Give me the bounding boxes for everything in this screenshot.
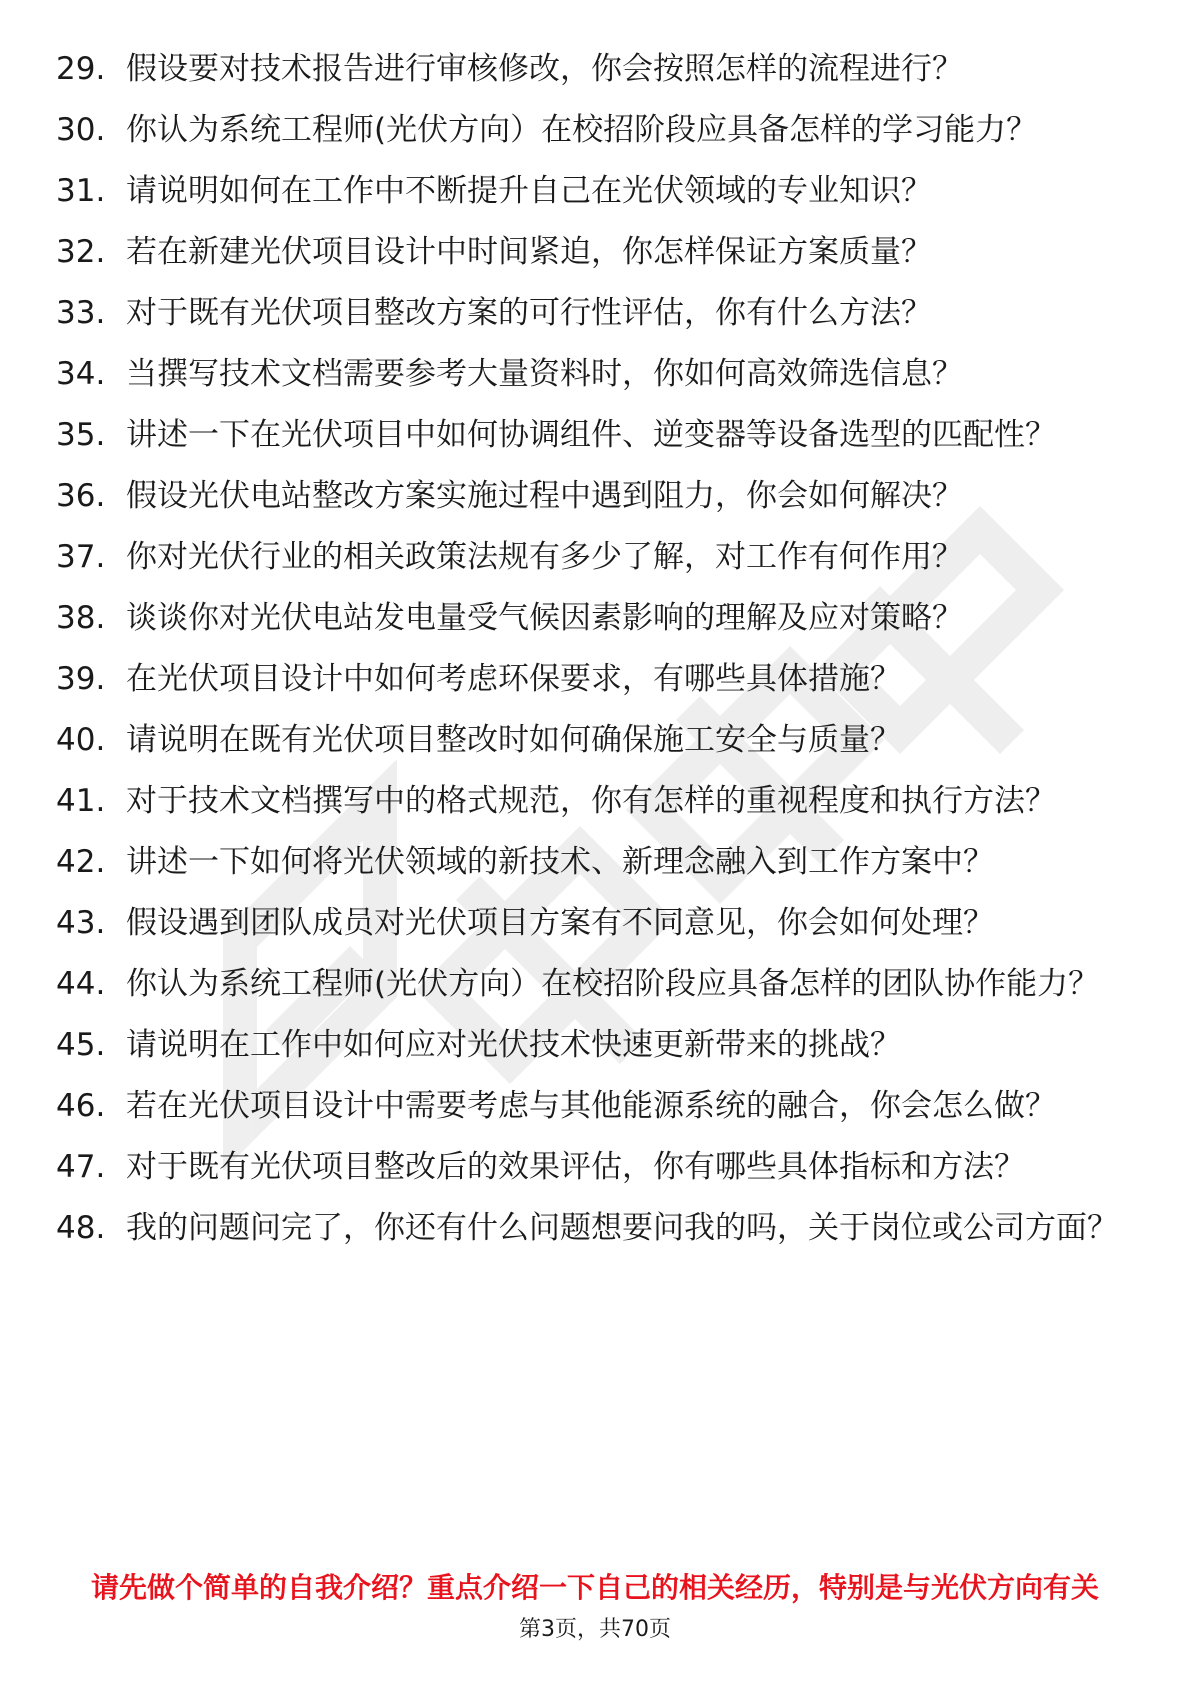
question-item — [56, 963, 1136, 1005]
question-number: 43. — [56, 905, 106, 941]
question-text: 请说明在工作中如何应对光伏技术快速更新带来的挑战？ — [126, 1027, 901, 1063]
question-item — [56, 841, 1136, 883]
question-number: 31. — [56, 173, 106, 209]
question-item — [56, 475, 1136, 517]
question-text: 请说明如何在工作中不断提升自己在光伏领域的专业知识？ — [126, 173, 932, 209]
question-number: 48. — [56, 1210, 106, 1246]
question-item — [56, 658, 1136, 700]
question-text: 你认为系统工程师(光伏方向）在校招阶段应具备怎样的团队协作能力？ — [126, 966, 1100, 1002]
question-number: 33. — [56, 295, 106, 331]
question-item — [56, 170, 1136, 212]
question-item — [56, 353, 1136, 395]
question-item — [56, 292, 1136, 334]
question-item — [56, 1146, 1136, 1188]
question-number: 41. — [56, 783, 106, 819]
question-number: 32. — [56, 234, 106, 270]
question-number: 46. — [56, 1088, 106, 1124]
question-list — [56, 48, 1136, 1268]
question-text: 你对光伏行业的相关政策法规有多少了解，对工作有何作用？ — [126, 539, 963, 575]
question-text: 在光伏项目设计中如何考虑环保要求，有哪些具体措施？ — [126, 661, 901, 697]
question-text: 谈谈你对光伏电站发电量受气候因素影响的理解及应对策略？ — [126, 600, 963, 636]
question-item — [56, 719, 1136, 761]
question-number: 39. — [56, 661, 106, 697]
question-text: 讲述一下在光伏项目中如何协调组件、逆变器等设备选型的匹配性？ — [126, 417, 1056, 453]
question-number: 44. — [56, 966, 106, 1002]
question-number: 35. — [56, 417, 106, 453]
question-text: 我的问题问完了，你还有什么问题想要问我的吗，关于岗位或公司方面？ — [126, 1210, 1118, 1246]
question-item — [56, 902, 1136, 944]
question-item — [56, 231, 1136, 273]
question-text: 假设要对技术报告进行审核修改，你会按照怎样的流程进行？ — [126, 51, 963, 87]
question-number: 30. — [56, 112, 106, 148]
question-item — [56, 414, 1136, 456]
question-text: 对于既有光伏项目整改方案的可行性评估，你有什么方法？ — [126, 295, 932, 331]
question-text: 你认为系统工程师(光伏方向）在校招阶段应具备怎样的学习能力？ — [126, 112, 1038, 148]
question-number: 47. — [56, 1149, 106, 1185]
question-number: 29. — [56, 51, 106, 87]
question-number: 42. — [56, 844, 106, 880]
question-text: 若在光伏项目设计中需要考虑与其他能源系统的融合，你会怎么做？ — [126, 1088, 1056, 1124]
question-text: 当撰写技术文档需要参考大量资料时，你如何高效筛选信息？ — [126, 356, 963, 392]
question-item — [56, 780, 1136, 822]
question-number: 34. — [56, 356, 106, 392]
question-text: 请说明在既有光伏项目整改时如何确保施工安全与质量？ — [126, 722, 901, 758]
question-number: 37. — [56, 539, 106, 575]
question-item — [56, 1085, 1136, 1127]
question-item — [56, 109, 1136, 151]
question-item — [56, 1024, 1136, 1066]
footer-highlight-question: 请先做个简单的自我介绍？重点介绍一下自己的相关经历，特别是与光伏方向有关 — [90, 1571, 1099, 1604]
question-item — [56, 597, 1136, 639]
question-number: 36. — [56, 478, 106, 514]
question-number: 45. — [56, 1027, 106, 1063]
question-text: 对于既有光伏项目整改后的效果评估，你有哪些具体指标和方法？ — [126, 1149, 1025, 1185]
question-item — [56, 1207, 1136, 1249]
question-text: 若在新建光伏项目设计中时间紧迫，你怎样保证方案质量？ — [126, 234, 932, 270]
page-indicator: 第3页，共70页 — [519, 1617, 671, 1642]
question-item — [56, 536, 1136, 578]
question-text: 假设遇到团队成员对光伏项目方案有不同意见，你会如何处理？ — [126, 905, 994, 941]
question-number: 40. — [56, 722, 106, 758]
question-text: 对于技术文档撰写中的格式规范，你有怎样的重视程度和执行方法？ — [126, 783, 1056, 819]
question-number: 38. — [56, 600, 106, 636]
question-text: 讲述一下如何将光伏领域的新技术、新理念融入到工作方案中？ — [126, 844, 994, 880]
question-text: 假设光伏电站整改方案实施过程中遇到阻力，你会如何解决？ — [126, 478, 963, 514]
question-item — [56, 48, 1136, 90]
